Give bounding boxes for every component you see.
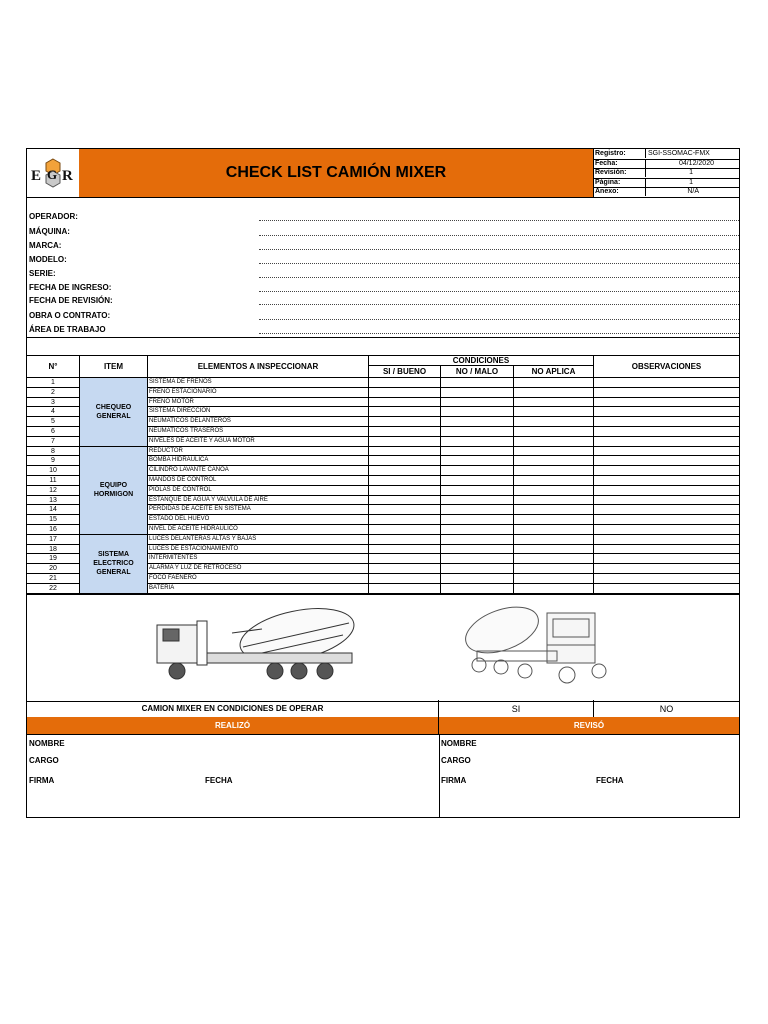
group-equipo-hormigon <box>80 447 148 535</box>
inspection-element: NIVEL DE ACEITE HIDRAULICO <box>148 525 369 535</box>
check-good-cell[interactable] <box>369 378 441 388</box>
observation-cell[interactable] <box>594 427 739 437</box>
group-label: SISTEMA ELECTRICO GENERAL <box>93 551 134 577</box>
divider <box>27 337 739 338</box>
check-na-cell[interactable] <box>514 427 594 437</box>
check-good-cell[interactable] <box>369 437 441 447</box>
observation-cell[interactable] <box>594 437 739 447</box>
reviso-firma-label: FIRMA <box>441 776 467 785</box>
group-sistema-electrico <box>80 535 148 594</box>
realizo-firma-label: FIRMA <box>29 776 55 785</box>
row-number: 17 <box>27 535 80 545</box>
inspection-element: ESTADO DEL HUEVO <box>148 515 369 525</box>
inspection-element: LUCES DELANTERAS ALTAS Y BAJAS <box>148 535 369 545</box>
field-label: MODELO: <box>29 255 67 264</box>
observation-cell[interactable] <box>594 525 739 535</box>
check-na-cell[interactable] <box>514 535 594 545</box>
check-bad-cell[interactable] <box>441 466 514 476</box>
header-conditions: CONDICIONES <box>369 355 594 366</box>
header-na: NO APLICA <box>514 366 594 378</box>
observation-cell[interactable] <box>594 574 739 584</box>
field-fecha-ingreso[interactable] <box>29 283 739 297</box>
field-line <box>259 220 739 221</box>
header <box>27 149 739 198</box>
realizo-nombre-label: NOMBRE <box>29 739 65 748</box>
check-bad-cell[interactable] <box>441 554 514 564</box>
row-number: 10 <box>27 466 80 476</box>
check-good-cell[interactable] <box>369 486 441 496</box>
field-label: OBRA O CONTRATO: <box>29 311 111 320</box>
row-number: 14 <box>27 505 80 515</box>
header-observations: OBSERVACIONES <box>594 355 739 378</box>
header-bad: NO / MALO <box>441 366 514 378</box>
row-number: 20 <box>27 564 80 574</box>
check-bad-cell[interactable] <box>441 398 514 408</box>
check-na-cell[interactable] <box>514 584 594 594</box>
check-bad-cell[interactable] <box>441 407 514 417</box>
check-good-cell[interactable] <box>369 388 441 398</box>
field-label: OPERADOR: <box>29 212 78 221</box>
inspection-element: ALARMA Y LUZ DE RETROCESO <box>148 564 369 574</box>
check-bad-cell[interactable] <box>441 525 514 535</box>
meta-value: 04/12/2020 <box>645 159 739 168</box>
check-bad-cell[interactable] <box>441 437 514 447</box>
realizo-cargo-label: CARGO <box>29 756 59 765</box>
observation-cell[interactable] <box>594 407 739 417</box>
observation-cell[interactable] <box>594 417 739 427</box>
check-bad-cell[interactable] <box>441 564 514 574</box>
observation-cell[interactable] <box>594 554 739 564</box>
field-line <box>259 304 739 305</box>
row-number: 18 <box>27 545 80 555</box>
meta-value: N/A <box>645 187 739 196</box>
check-bad-cell[interactable] <box>441 496 514 506</box>
check-good-cell[interactable] <box>369 456 441 466</box>
meta-value: 1 <box>645 168 739 177</box>
check-na-cell[interactable] <box>514 456 594 466</box>
meta-key: Registro: <box>595 150 626 157</box>
inspection-element: LUCES DE ESTACIONAMIENTO <box>148 545 369 555</box>
check-good-cell[interactable] <box>369 584 441 594</box>
check-na-cell[interactable] <box>514 574 594 584</box>
check-na-cell[interactable] <box>514 515 594 525</box>
field-line <box>259 249 739 250</box>
group-label: CHEQUEO GENERAL <box>95 403 132 420</box>
check-bad-cell[interactable] <box>441 545 514 555</box>
check-na-cell[interactable] <box>514 437 594 447</box>
field-obra-contrato[interactable] <box>29 311 739 325</box>
svg-text:E: E <box>31 168 42 184</box>
check-bad-cell[interactable] <box>441 456 514 466</box>
meta-key: Página: <box>595 178 621 186</box>
svg-text:R: R <box>62 168 73 184</box>
check-good-cell[interactable] <box>369 574 441 584</box>
inspection-element: REDUCTOR <box>148 447 369 457</box>
observation-cell[interactable] <box>594 456 739 466</box>
observation-cell[interactable] <box>594 515 739 525</box>
field-label: MARCA: <box>29 241 62 250</box>
row-number: 3 <box>27 398 80 408</box>
header-num: N° <box>27 355 80 378</box>
check-good-cell[interactable] <box>369 515 441 525</box>
reviso-nombre-label: NOMBRE <box>441 739 477 748</box>
inspection-element: SISTEMA DIRECCION <box>148 407 369 417</box>
truck-pictures <box>27 594 739 702</box>
document-title: CHECK LIST CAMIÓN MIXER <box>225 164 447 181</box>
group-label: EQUIPO HORMIGON <box>93 482 134 499</box>
field-serie[interactable] <box>29 269 739 283</box>
header-elements: ELEMENTOS A INSPECCIONAR <box>148 355 369 378</box>
document-meta <box>594 149 740 197</box>
svg-text:G: G <box>47 167 58 182</box>
signature-divider <box>439 735 440 818</box>
field-label: FECHA DE INGRESO: <box>29 283 112 292</box>
check-good-cell[interactable] <box>369 466 441 476</box>
check-na-cell[interactable] <box>514 378 594 388</box>
field-operador[interactable] <box>29 212 739 226</box>
observation-cell[interactable] <box>594 496 739 506</box>
inspection-element: NIVELES DE ACEITE Y AGUA MOTOR <box>148 437 369 447</box>
check-good-cell[interactable] <box>369 427 441 437</box>
header-good: SI / BUENO <box>369 366 441 378</box>
realizo-header: REALIZÓ <box>27 717 439 735</box>
check-na-cell[interactable] <box>514 525 594 535</box>
check-bad-cell[interactable] <box>441 574 514 584</box>
check-good-cell[interactable] <box>369 564 441 574</box>
check-bad-cell[interactable] <box>441 378 514 388</box>
check-good-cell[interactable] <box>369 407 441 417</box>
check-bad-cell[interactable] <box>441 388 514 398</box>
row-number: 11 <box>27 476 80 486</box>
field-line <box>259 263 739 264</box>
observation-cell[interactable] <box>594 486 739 496</box>
observation-cell[interactable] <box>594 466 739 476</box>
observation-cell[interactable] <box>594 398 739 408</box>
check-na-cell[interactable] <box>514 545 594 555</box>
inspection-element: SISTEMA DE FRENOS <box>148 378 369 388</box>
inspection-element: MANDOS DE CONTROL <box>148 476 369 486</box>
title-band <box>79 149 594 197</box>
check-na-cell[interactable] <box>514 486 594 496</box>
check-bad-cell[interactable] <box>441 427 514 437</box>
row-number: 5 <box>27 417 80 427</box>
row-number: 8 <box>27 447 80 457</box>
check-na-cell[interactable] <box>514 417 594 427</box>
row-number: 4 <box>27 407 80 417</box>
check-na-cell[interactable] <box>514 496 594 506</box>
operating-condition-row <box>27 700 739 718</box>
observation-cell[interactable] <box>594 447 739 457</box>
inspection-element: PERDIDAS DE ACEITE EN SISTEMA <box>148 505 369 515</box>
check-good-cell[interactable] <box>369 554 441 564</box>
field-maquina[interactable] <box>29 227 739 241</box>
row-number: 19 <box>27 554 80 564</box>
field-label: SERIE: <box>29 269 56 278</box>
check-bad-cell[interactable] <box>441 417 514 427</box>
check-good-cell[interactable] <box>369 447 441 457</box>
check-good-cell[interactable] <box>369 398 441 408</box>
check-good-cell[interactable] <box>369 476 441 486</box>
check-bad-cell[interactable] <box>441 515 514 525</box>
check-na-cell[interactable] <box>514 388 594 398</box>
check-good-cell[interactable] <box>369 417 441 427</box>
observation-cell[interactable] <box>594 535 739 545</box>
field-label: FECHA DE REVISIÓN: <box>29 296 113 305</box>
inspection-element: FOCO FAENERO <box>148 574 369 584</box>
check-na-cell[interactable] <box>514 407 594 417</box>
field-label: MÁQUINA: <box>29 227 70 236</box>
row-number: 16 <box>27 525 80 535</box>
realizo-fecha-label: FECHA <box>205 776 233 785</box>
field-fecha-revision[interactable] <box>29 296 739 310</box>
row-number: 1 <box>27 378 80 388</box>
check-good-cell[interactable] <box>369 535 441 545</box>
observation-cell[interactable] <box>594 564 739 574</box>
condition-yes-option[interactable]: SI <box>439 700 594 717</box>
check-na-cell[interactable] <box>514 564 594 574</box>
observation-cell[interactable] <box>594 476 739 486</box>
row-number: 22 <box>27 584 80 594</box>
inspection-element: ESTANQUE DE AGUA Y VALVULA DE AIRE <box>148 496 369 506</box>
meta-value: SGI-SSOMAC-FMX <box>645 149 739 158</box>
check-na-cell[interactable] <box>514 447 594 457</box>
inspection-element: INTERMITENTES <box>148 554 369 564</box>
condition-no-option[interactable]: NO <box>659 703 674 714</box>
company-logo <box>27 149 80 197</box>
check-na-cell[interactable] <box>514 554 594 564</box>
inspection-element: FRENO ESTACIONARIO <box>148 388 369 398</box>
row-number: 7 <box>27 437 80 447</box>
field-marca[interactable] <box>29 241 739 255</box>
field-line <box>259 319 739 320</box>
mixer-truck-illustrations <box>27 595 739 701</box>
mixer-truck-front-icon <box>459 598 606 683</box>
field-line <box>259 277 739 278</box>
mixer-truck-side-icon <box>157 599 359 679</box>
check-good-cell[interactable] <box>369 545 441 555</box>
field-label: ÁREA DE TRABAJO <box>29 325 106 334</box>
inspection-element: NEUMATICOS TRASEROS <box>148 427 369 437</box>
check-bad-cell[interactable] <box>441 486 514 496</box>
check-bad-cell[interactable] <box>441 505 514 515</box>
checklist-sheet <box>26 148 740 818</box>
observation-cell[interactable] <box>594 545 739 555</box>
check-na-cell[interactable] <box>514 505 594 515</box>
row-number: 13 <box>27 496 80 506</box>
meta-key: Anexo: <box>595 188 619 196</box>
meta-key: Revisión: <box>595 169 627 177</box>
inspection-element: PIOLAS DE CONTROL <box>148 486 369 496</box>
row-number: 6 <box>27 427 80 437</box>
field-line <box>259 333 739 334</box>
inspection-element: NEUMATICOS DELANTEROS <box>148 417 369 427</box>
meta-value: 1 <box>645 178 739 187</box>
inspection-element: FRENO MOTOR <box>148 398 369 408</box>
reviso-fecha-label: FECHA <box>596 776 624 785</box>
reviso-header: REVISÓ <box>439 717 739 735</box>
condition-label: CAMION MIXER EN CONDICIONES DE OPERAR <box>27 700 439 717</box>
row-number: 12 <box>27 486 80 496</box>
row-number: 2 <box>27 388 80 398</box>
inspection-element: BATERIA <box>148 584 369 594</box>
check-na-cell[interactable] <box>514 476 594 486</box>
check-bad-cell[interactable] <box>441 447 514 457</box>
check-good-cell[interactable] <box>369 525 441 535</box>
egr-logo-icon <box>30 158 76 188</box>
field-line <box>259 235 739 236</box>
observation-cell[interactable] <box>594 388 739 398</box>
observation-cell[interactable] <box>594 505 739 515</box>
check-good-cell[interactable] <box>369 505 441 515</box>
group-chequeo-general <box>80 378 148 447</box>
header-item: ITEM <box>80 355 148 378</box>
row-number: 21 <box>27 574 80 584</box>
row-number: 9 <box>27 456 80 466</box>
check-bad-cell[interactable] <box>441 476 514 486</box>
meta-key: Fecha: <box>595 159 618 167</box>
inspection-element: CILINDRO LAVANTE CANOA <box>148 466 369 476</box>
check-good-cell[interactable] <box>369 496 441 506</box>
reviso-cargo-label: CARGO <box>441 756 471 765</box>
observation-cell[interactable] <box>594 584 739 594</box>
field-line <box>259 291 739 292</box>
inspection-element: BOMBA HIDRAULICA <box>148 456 369 466</box>
observation-cell[interactable] <box>594 378 739 388</box>
row-number: 15 <box>27 515 80 525</box>
check-na-cell[interactable] <box>514 398 594 408</box>
meta-row-anexo <box>594 187 740 197</box>
check-bad-cell[interactable] <box>441 535 514 545</box>
check-bad-cell[interactable] <box>441 584 514 594</box>
check-na-cell[interactable] <box>514 466 594 476</box>
field-modelo[interactable] <box>29 255 739 269</box>
